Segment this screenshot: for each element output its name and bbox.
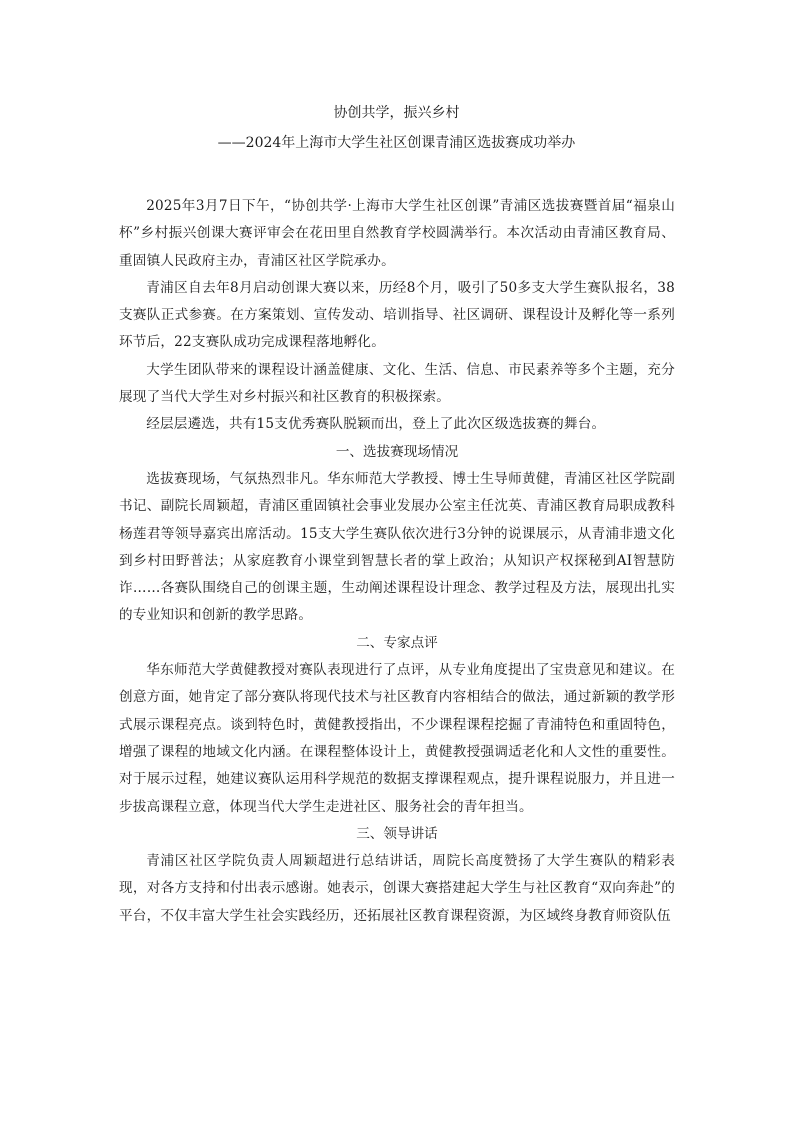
section-heading-competition: 一、选拔赛现场情况 (335, 443, 459, 460)
section-paragraph-leader-speech: 青浦区社区学院负责人周颖超进行总结讲话，周院长高度赞扬了大学生赛队的精彩表现，对各方支持和付出表示感谢。她表示，创课大赛搭建起大学生与社区教育“双向奔赴”的平台，不仅丰富大学生社会实践经历，还拓展社区教育课程资源，为区域终身教育师资队伍 (119, 853, 675, 924)
intro-paragraph: 青浦区自去年8月启动创课大赛以来，历经8个月，吸引了50多支大学生赛队报名，38支赛队正式参赛。在方案策划、宣传发动、培训指导、社区调研、课程设计及孵化等一系列环节后，22支赛队成功完成课程落地孵化。 (119, 279, 675, 351)
intro-paragraph: 2025年3月7日下午，“协创共学·上海市大学生社区创课”青浦区选拔赛暨首届“福泉山杯”乡村振兴创课大赛评审会在花田里自然教育学校圆满举行。本次活动由青浦区教育局、重固镇人民政府主办，青浦区社区学院承办。 (119, 198, 675, 269)
section-heading-expert-review: 二、专家点评 (356, 634, 438, 651)
document-title: 协创共学，振兴乡村 (333, 105, 460, 121)
section-heading-leader-speech: 三、领导讲话 (356, 825, 438, 842)
section-paragraph-competition: 选拔赛现场，气氛热烈非凡。华东师范大学教授、博士生导师黄健，青浦区社区学院副书记、副院长周颖超，青浦区重固镇社会事业发展办公室主任沈英、青浦区教育局职成教科杨莲君等领导嘉宾出席活动。15支大学生赛队依次进行3分钟的说课展示，从青浦非遗文化到乡村田野普法；从家庭教育小课堂到智慧长者的掌上政治；从知识产权探秘到AI智慧防诈……各赛队围绕自己的创课主题，生动阐述课程设计理念、教学过程及方法，展现出扎实的专业知识和创新的教学思路。 (119, 470, 675, 624)
document-subtitle: ——2024年上海市大学生社区创课青浦区选拔赛成功举办 (217, 135, 576, 151)
document-body (119, 193, 675, 930)
intro-paragraph: 经层层遴选，共有15支优秀赛队脱颖而出，登上了此次区级选拔赛的舞台。 (146, 416, 606, 433)
section-paragraph-expert-review: 华东师范大学黄健教授对赛队表现进行了点评，从专业角度提出了宝贵意见和建议。在创意方面，她肯定了部分赛队将现代技术与社区教育内容相结合的做法，通过新颖的教学形式展示课程亮点。谈到特色时，黄健教授指出，不少课程课程挖掘了青浦特色和重固特色，增强了课程的地域文化内涵。在课程整体设计上，黄健教授强调适老化和人文性的重要性。对于展示过程，她建议赛队运用科学规范的数据支撑课程观点，提升课程说服力，并且进一步拔高课程立意，体现当代大学生走进社区、服务社会的青年担当。 (119, 662, 675, 815)
intro-paragraph: 大学生团队带来的课程设计涵盖健康、文化、生活、信息、市民素养等多个主题，充分展现了当代大学生对乡村振兴和社区教育的积极探索。 (119, 361, 675, 406)
